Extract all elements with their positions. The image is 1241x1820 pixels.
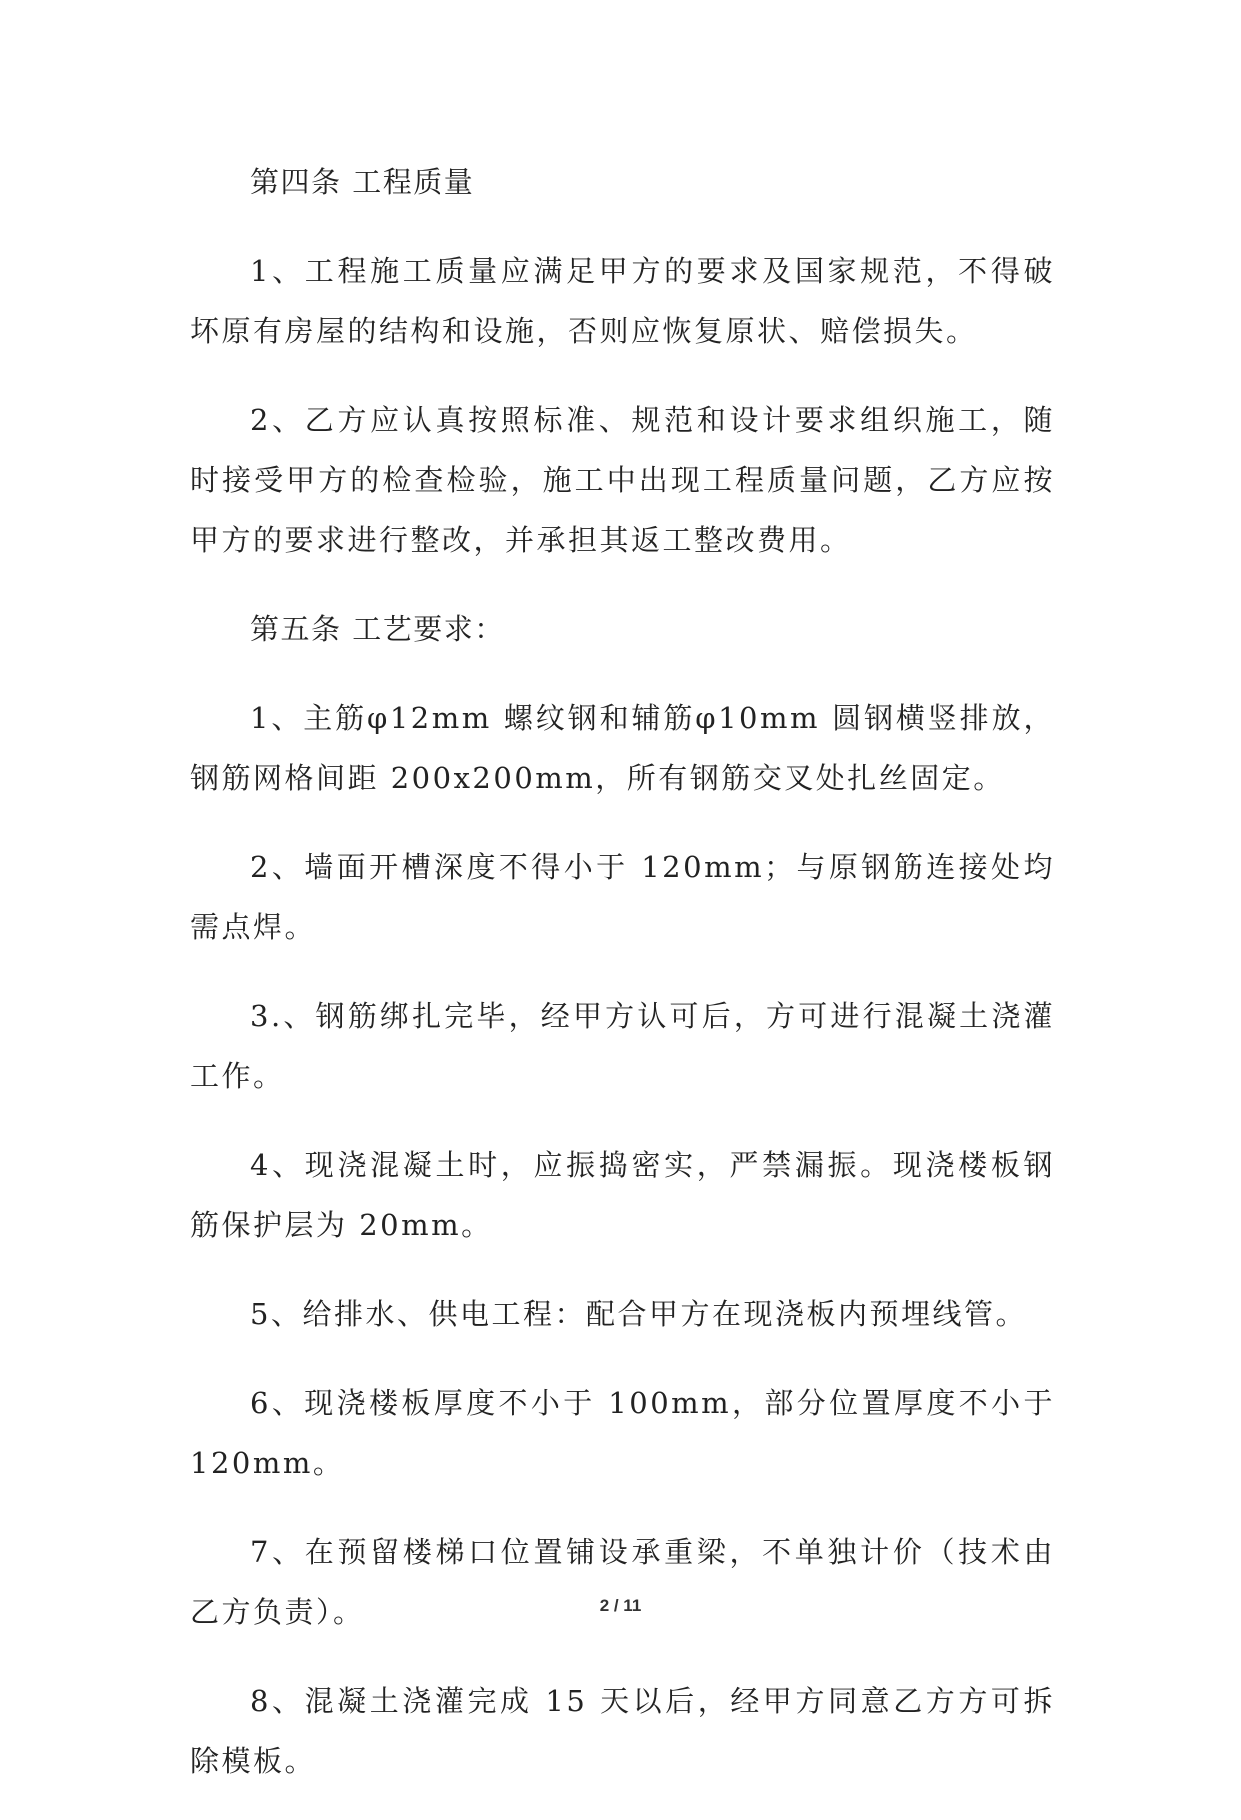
paragraph-process-8: 8、混凝土浇灌完成 15 天以后，经甲方同意乙方方可拆除模板。	[190, 1684, 1055, 1778]
section-heading-article-5: 第五条 工艺要求：	[250, 612, 505, 646]
paragraph-process-7: 7、在预留楼梯口位置铺设承重梁，不单独计价（技术由乙方负责）。	[190, 1535, 1055, 1629]
document-body	[190, 152, 1055, 1820]
paragraph-process-3: 3.、钢筋绑扎完毕，经甲方认可后，方可进行混凝土浇灌工作。	[190, 999, 1055, 1093]
paragraph-process-6: 6、现浇楼板厚度不小于 100mm，部分位置厚度不小于120mm。	[190, 1386, 1055, 1480]
section-heading-article-4: 第四条 工程质量	[250, 165, 475, 199]
paragraph-process-1: 1、主筋φ12mm 螺纹钢和辅筋φ10mm 圆钢横竖排放，钢筋网格间距 200x200mm，所有钢筋交叉处扎丝固定。	[190, 701, 1055, 795]
paragraph-process-4: 4、现浇混凝土时，应振捣密实，严禁漏振。现浇楼板钢筋保护层为 20mm。	[190, 1148, 1055, 1242]
page-number: 2 / 11	[599, 1596, 642, 1615]
paragraph-quality-2: 2、乙方应认真按照标准、规范和设计要求组织施工，随时接受甲方的检查检验，施工中出现工程质量问题，乙方应按甲方的要求进行整改，并承担其返工整改费用。	[190, 403, 1055, 557]
paragraph-quality-1: 1、工程施工质量应满足甲方的要求及国家规范，不得破坏原有房屋的结构和设施，否则应恢复原状、赔偿损失。	[190, 254, 1055, 348]
paragraph-process-2: 2、墙面开槽深度不得小于 120mm；与原钢筋连接处均需点焊。	[190, 850, 1055, 944]
paragraph-process-5: 5、给排水、供电工程：配合甲方在现浇板内预埋线管。	[250, 1297, 1027, 1331]
